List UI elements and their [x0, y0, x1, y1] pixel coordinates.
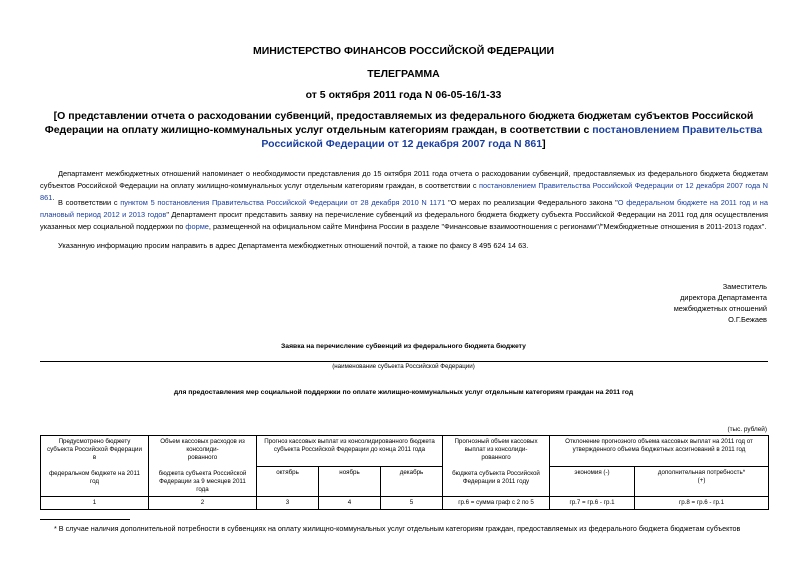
header-forecast-volume: Прогнозный объем кассовых выплат из консолиди- рованного бюджета субъекта Российской Федерации в 2011 году: [443, 436, 550, 497]
document-date-number: от 5 октября 2011 года N 06-05-16/1-33: [305, 89, 502, 101]
signature-position-3: межбюджетных отношений: [673, 304, 767, 313]
ministry-title: МИНИСТЕРСТВО ФИНАНСОВ РОССИЙСКОЙ ФЕДЕРАЦИИ: [252, 45, 555, 57]
paragraph2-text-4: , размещенной на официальном сайте Минфина России в разделе "Финансовые взаимоотношения с регионами"/"Межбюджетные отношения в 2011-2013 годах".: [208, 222, 767, 231]
paragraph2-text-3: " Департамент просит представить заявку на перечисление субвенций из федерального бюджета бюджету субъекта Российской Федерации на 2011 год для осуществления указанных мер социальной поддержки по: [40, 210, 768, 231]
paragraph1-end: .: [52, 193, 55, 202]
header-december: декабрь: [381, 466, 443, 497]
paragraph2-text-2: "О мерах по реализации Федерального закона ": [445, 198, 618, 207]
column-number: 4: [319, 497, 381, 510]
paragraph2-form-link[interactable]: форме: [185, 222, 209, 231]
header-october: октябрь: [257, 466, 319, 497]
column-number: 5: [381, 497, 443, 510]
header-november: ноябрь: [319, 466, 381, 497]
column-number: гр.6 = сумма граф с 2 по 5: [443, 497, 550, 510]
footnote: * В случае наличия дополнительной потребности в субвенциях на оплату жилищно-коммунальных услуг отдельным категориям граждан, предоставляемых из федерального бюджета бюджетам субъектов: [54, 524, 741, 533]
paragraph-contact: Указанную информацию просим направить в адрес Департамента межбюджетных отношений почтой, а также по факсу 8 495 624 14 63.: [58, 241, 529, 250]
column-number: гр.8 = гр.6 - гр.1: [635, 497, 769, 510]
column-number: 3: [257, 497, 319, 510]
header-budget-planned: Предусмотрено бюджету субъекта Российской Федерации в федеральном бюджете на 2011 год: [41, 436, 149, 497]
header-additional-need: дополнительная потребность* (+): [635, 466, 769, 497]
paragraph1-text: Департамент межбюджетных отношений напоминает о необходимости представления до 15 октября 2011 года отчета о расходовании субвенций, предоставляемых из федерального бюджета бюджетам субъектов Российской Федерации на оплату жилищно-коммунальных услуг отдельным категориям граждан, в соответствии с: [40, 169, 768, 190]
header-economy: экономия (-): [550, 466, 635, 497]
header-cash-expenses: Объем кассовых расходов из консолиди- рованного бюджета субъекта Российской Федерации за 9 месяцев 2011 года: [149, 436, 257, 497]
paragraph-request: [40, 197, 768, 233]
subject-name-line: [40, 361, 768, 362]
column-number: гр.7 = гр.6 - гр.1: [550, 497, 635, 510]
paragraph1-decree-link[interactable]: постановлением Правительства Российской Федерации от 12 декабря 2007 года N 861: [40, 181, 768, 202]
signature-name: О.Г.Бежаев: [728, 315, 767, 324]
column-number: 2: [149, 497, 257, 510]
paragraph2-text-1: В соответствии с: [58, 198, 121, 207]
signature-position-2: директора Департамента: [680, 293, 767, 302]
header-forecast-group: Прогноз кассовых выплат из консолидированного бюджета субъекта Российской Федерации до конца 2011 года: [257, 436, 443, 467]
document-subject: [28, 109, 779, 151]
subject-text: [О представлении отчета о расходовании субвенций, предоставляемых из федерального бюджета бюджетам субъектов Российской Федерации на оплату жилищно-коммунальных услуг отдельным категориям граждан, в соответствии с: [44, 110, 754, 136]
subject-name-caption: (наименование субъекта Российской Федерации): [332, 363, 475, 370]
header-deviation-group: Отклонение прогнозного объема кассовых выплат на 2011 год от утвержденного объема бюджетных ассигнований в 2011 год: [550, 436, 769, 467]
table-row: [41, 497, 769, 510]
signature-block: [567, 281, 767, 325]
application-purpose: для предоставления мер социальной поддержки по оплате жилищно-коммунальных услуг отдельным категориям граждан на 2011 год: [173, 389, 634, 396]
application-table: [40, 435, 769, 510]
document-type: ТЕЛЕГРАММА: [367, 68, 440, 80]
footnote-separator: [40, 519, 130, 520]
subject-decree-link[interactable]: постановлением Правительства Российской Федерации от 12 декабря 2007 года N 861: [261, 124, 763, 150]
table-header-row-1: [41, 436, 769, 467]
signature-position-1: Заместитель: [722, 282, 767, 291]
application-title: Заявка на перечисление субвенций из федерального бюджета бюджету: [281, 343, 526, 350]
paragraph2-decree-link[interactable]: пунктом 5 постановления Правительства Российской Федерации от 28 декабря 2010 N 1171: [120, 198, 446, 207]
paragraph2-law-link[interactable]: О федеральном бюджете на 2011 год и на плановый период 2012 и 2013 годов: [40, 198, 768, 219]
units-label: (тыс. рублей): [727, 426, 767, 433]
subject-end: ]: [542, 138, 546, 150]
column-number: 1: [41, 497, 149, 510]
